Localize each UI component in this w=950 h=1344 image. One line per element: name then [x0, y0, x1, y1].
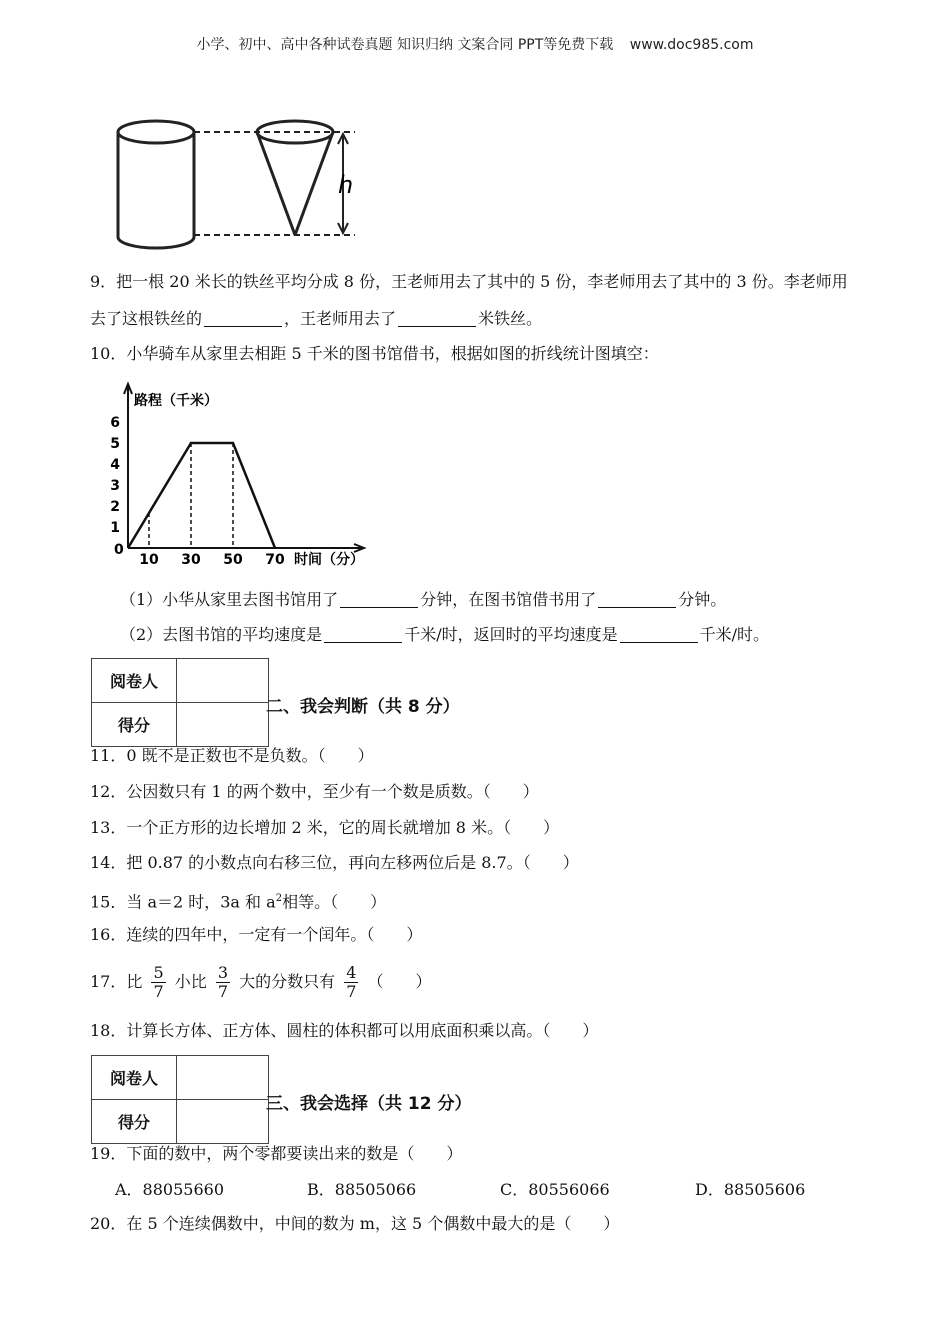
q19-option-b[interactable]: B．88505066: [307, 1180, 417, 1199]
origin-label: 0: [114, 542, 124, 558]
score-cell[interactable]: [177, 703, 269, 747]
q14: 14．把 0.87 的小数点向右移三位，再向左移两位后是 8.7。（ ）: [90, 853, 579, 872]
q19-option-d[interactable]: D．88505606: [695, 1180, 806, 1199]
q15: 15．当 a＝2 时，3a 和 $a^2$相等。（ ）: [90, 892, 387, 912]
x-axis-label: 时间（分）: [294, 552, 364, 568]
answer-blank[interactable]: [204, 310, 282, 327]
cone-left-edge: [257, 132, 295, 235]
score-box-section2: [91, 658, 269, 747]
y-tick-label-3: 3: [110, 478, 120, 494]
cone-right-edge: [295, 132, 333, 235]
x-tick-label-70: 70: [265, 552, 285, 568]
answer-blank[interactable]: [598, 591, 676, 608]
q13: 13．一个正方形的边长增加 2 米，它的周长就增加 8 米。（ ）: [90, 818, 560, 837]
y-tick-label-4: 4: [110, 457, 120, 473]
reviewer-cell[interactable]: [177, 659, 269, 703]
q18: 18．计算长方体、正方体、圆柱的体积都可以用底面积乘以高。（ ）: [90, 1021, 599, 1040]
distance-time-line-chart: [100, 380, 380, 575]
y-tick-label-6: 6: [110, 415, 120, 431]
header-site-link[interactable]: www.doc985.com: [629, 37, 754, 53]
reviewer-label: 阅卷人: [92, 1056, 177, 1100]
y-tick-label-1: 1: [110, 520, 120, 536]
fraction-4-7: $\frac{4}{7}$: [346, 963, 357, 1001]
x-tick-label-30: 30: [181, 552, 201, 568]
cylinder-cone-figure: [105, 110, 365, 260]
y-axis-label: 路程（千米）: [134, 393, 218, 409]
q10-sub2: （2）去图书馆的平均速度是 千米/时，返回时的平均速度是 千米/时。: [120, 625, 769, 644]
answer-blank[interactable]: [340, 591, 418, 608]
section2-title: 二、我会判断（共 8 分）: [266, 697, 460, 717]
q20: 20．在 5 个连续偶数中，中间的数为 m，这 5 个偶数中最大的是（ ）: [90, 1214, 620, 1233]
x-tick-label-50: 50: [223, 552, 243, 568]
reviewer-label: 阅卷人: [92, 659, 177, 703]
fraction-5-7: $\frac{5}{7}$: [153, 963, 164, 1001]
score-box-section3: [91, 1055, 269, 1144]
q11: 11．0 既不是正数也不是负数。（ ）: [90, 746, 374, 765]
x-tick-label-10: 10: [139, 552, 159, 568]
page-header: [0, 34, 950, 54]
score-label: 得分: [92, 703, 177, 747]
cylinder-top: [118, 121, 194, 143]
score-cell[interactable]: [177, 1100, 269, 1144]
reviewer-cell[interactable]: [177, 1056, 269, 1100]
q10-stem: 10．小华骑车从家里去相距 5 千米的图书馆借书，根据如图的折线统计图填空：: [90, 344, 659, 363]
q9-line1: 9．把一根 20 米长的铁丝平均分成 8 份，王老师用去了其中的 5 份，李老师用去了其中的 3 份。李老师用: [90, 272, 848, 291]
answer-blank[interactable]: [324, 626, 402, 643]
q16: 16．连续的四年中，一定有一个闰年。（ ）: [90, 925, 423, 944]
distance-series-line: [128, 443, 275, 548]
answer-blank[interactable]: [398, 310, 476, 327]
height-label: h: [338, 171, 354, 199]
q9-line2: 去了这根铁丝的 ，王老师用去了 米铁丝。: [90, 309, 543, 328]
q19: 19．下面的数中，两个零都要读出来的数是（ ）: [90, 1144, 463, 1163]
section3-title: 三、我会选择（共 12 分）: [266, 1094, 472, 1114]
fraction-3-7: $\frac{3}{7}$: [217, 963, 229, 1001]
q17: 17．比 $\frac{5}{7}$ 小比 $\frac{3}{7}$ 大的分数只有 $\frac{4}{7}$ （ ）: [90, 963, 432, 1001]
header-text: 小学、初中、高中各种试卷真题 知识归纳 文案合同 PPT等免费下载: [196, 37, 614, 53]
answer-blank[interactable]: [620, 626, 698, 643]
y-tick-label-5: 5: [110, 436, 120, 452]
score-label: 得分: [92, 1100, 177, 1144]
y-tick-label-2: 2: [110, 499, 120, 515]
q19-option-a[interactable]: A．88055660: [115, 1180, 224, 1199]
cylinder-bottom: [118, 237, 194, 248]
q10-sub1: （1）小华从家里去图书馆用了 分钟，在图书馆借书用了 分钟。: [120, 590, 727, 609]
q19-option-c[interactable]: C．80556066: [500, 1180, 610, 1199]
q12: 12．公因数只有 1 的两个数中，至少有一个数是质数。（ ）: [90, 782, 539, 801]
